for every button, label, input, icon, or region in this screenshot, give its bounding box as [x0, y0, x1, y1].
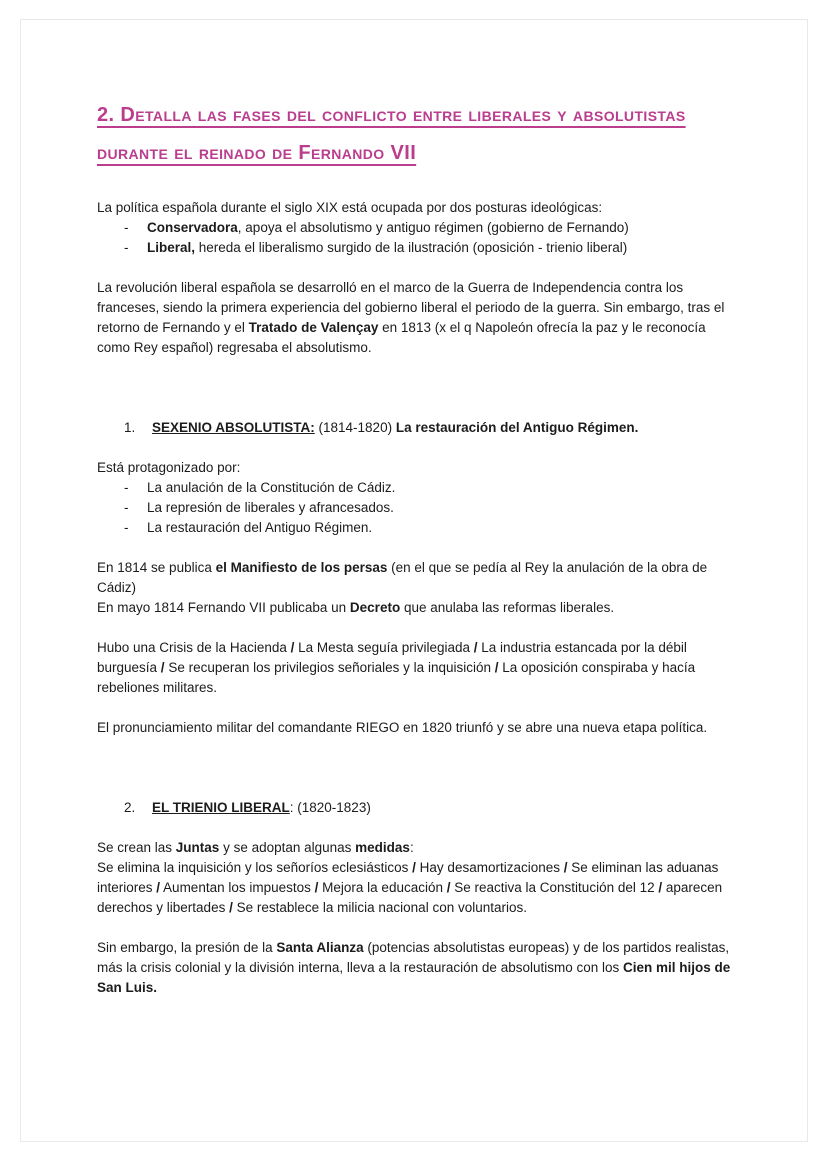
heading-number: 1.: [124, 420, 136, 435]
paragraph: [97, 558, 731, 598]
bullet-dash: -: [124, 520, 129, 535]
text-run: /: [290, 640, 295, 655]
text-run: y se adoptan algunas: [219, 840, 356, 855]
text-run: el Manifiesto de los persas: [215, 560, 388, 575]
list-item-text: [147, 518, 731, 538]
text-run: Liberal,: [147, 240, 196, 255]
text-run: Se crean las: [97, 840, 176, 855]
text-run: que anulaba las reformas liberales.: [400, 600, 615, 615]
paragraph-group-manifiesto: [97, 558, 731, 618]
paragraph-crisis: [97, 638, 731, 698]
text-run: Conservadora: [147, 220, 238, 235]
text-run: Cien mil hijos de San Luis.: [97, 960, 731, 995]
numbered-heading-sexenio: [97, 418, 731, 438]
text-run: La restauración del Antiguo Régimen.: [395, 420, 639, 435]
paragraph-santa-alianza: [97, 938, 731, 998]
text-run: Sin embargo, la presión de la: [97, 940, 277, 955]
bullet-dash: -: [124, 500, 129, 515]
text-run: /: [494, 660, 499, 675]
paragraph: [97, 838, 731, 858]
list-item: [97, 238, 731, 258]
document-body: [97, 198, 731, 1018]
text-run: La anulación de la Constitución de Cádiz.: [147, 480, 396, 495]
text-run: Se reactiva la Constitución del 12: [450, 880, 659, 895]
text-run: /: [446, 880, 451, 895]
text-run: (en el que se pedía al Rey la anulación de la obra de Cádiz): [97, 560, 708, 595]
text-run: Hay desamortizaciones: [415, 860, 564, 875]
text-run: Decreto: [349, 600, 401, 615]
paragraph-group-ideologias: [97, 198, 731, 258]
list-item: [97, 478, 731, 498]
text-run: Está protagonizado por:: [97, 460, 241, 475]
paragraph: [97, 718, 731, 738]
text-run: medidas: [355, 840, 410, 855]
bullet-dash: -: [124, 220, 129, 235]
list-item-text: [147, 238, 731, 258]
list-item: [97, 498, 731, 518]
text-run: en 1813 (x el q Napoleón ofrecía la paz y le reconocía como Rey español) regresaba el absolutismo.: [97, 320, 706, 355]
paragraph: [97, 198, 731, 218]
list-item-text: [147, 478, 731, 498]
text-run: En mayo 1814 Fernando VII publicaba un: [97, 600, 350, 615]
text-run: Se restablece la milicia nacional con voluntarios.: [232, 900, 527, 915]
text-run: /: [658, 880, 663, 895]
text-run: , apoya el absolutismo y antiguo régimen (gobierno de Fernando): [237, 220, 629, 235]
paragraph: [97, 598, 731, 618]
bullet-dash: -: [124, 480, 129, 495]
page-sheet: [20, 19, 808, 1142]
list-item: [97, 218, 731, 238]
text-run: :: [409, 840, 414, 855]
heading-text: [152, 798, 731, 818]
text-run: Se eliminan las aduanas interiores: [97, 860, 719, 895]
text-run: La industria estancada por la débil burguesía: [97, 640, 687, 675]
text-run: La represión de liberales y afrancesados.: [147, 500, 394, 515]
text-run: La restauración del Antiguo Régimen.: [147, 520, 373, 535]
paragraph: [97, 278, 731, 358]
text-run: Aumentan los impuestos: [160, 880, 315, 895]
text-run: El pronunciamiento militar del comandante RIEGO en 1820 triunfó y se abre una nueva etapa política.: [97, 720, 708, 735]
text-run: Hubo una Crisis de la Hacienda: [97, 640, 291, 655]
text-run: aparecen derechos y libertades: [97, 880, 723, 915]
document-title: 2. Detalla las fases del conflicto entre liberales y absolutistas durante el reinado de Fernando VII: [97, 104, 686, 164]
paragraph-group-protagonizado: [97, 458, 731, 538]
text-run: /: [563, 860, 568, 875]
paragraph-group-juntas: [97, 838, 731, 918]
text-run: /: [412, 860, 416, 875]
text-run: SEXENIO ABSOLUTISTA:: [152, 420, 315, 435]
text-run: La Mesta seguía privilegiada: [294, 640, 474, 655]
paragraph-riego: [97, 718, 731, 738]
text-run: La política española durante el siglo XIX está ocupada por dos posturas ideológicas:: [97, 200, 603, 215]
text-run: En 1814 se publica: [97, 560, 216, 575]
bullet-dash: -: [124, 240, 129, 255]
text-run: La revolución liberal española se desarrolló en el marco de la Guerra de Independencia contra los franceses, siendo la primera experiencia del gobierno liberal el periodo de la guerra. Sin embargo, tras el retorno de Fernando y el: [97, 280, 725, 335]
text-run: hereda el liberalismo surgido de la ilustración (oposición - trienio liberal): [195, 240, 628, 255]
text-run: Mejora la educación: [318, 880, 447, 895]
text-run: EL TRIENIO LIBERAL: [152, 800, 290, 815]
text-run: Santa Alianza: [276, 940, 364, 955]
list-item-text: [147, 498, 731, 518]
text-run: (potencias absolutistas europeas) y de los partidos realistas, más la crisis colonial y la división interna, lleva a la restauración de absolutismo con los: [97, 940, 730, 975]
text-run: /: [156, 880, 161, 895]
paragraph: [97, 638, 731, 698]
paragraph: [97, 858, 731, 918]
text-run: La oposición conspiraba y hacía rebeliones militares.: [97, 660, 696, 695]
text-run: /: [229, 900, 233, 915]
numbered-heading-trienio: [97, 798, 731, 818]
paragraph: [97, 938, 731, 998]
paragraph: [97, 458, 731, 478]
heading-number: 2.: [124, 800, 136, 815]
text-run: /: [160, 660, 165, 675]
text-run: (1814-1820): [314, 420, 396, 435]
text-run: Se elimina la inquisición y los señoríos eclesiásticos: [97, 860, 413, 875]
text-run: Tratado de Valençay: [248, 320, 379, 335]
paragraph-revolucion: [97, 278, 731, 358]
heading-text: [152, 418, 731, 438]
text-run: /: [314, 880, 319, 895]
list-item: [97, 518, 731, 538]
text-run: /: [473, 640, 478, 655]
list-item-text: [147, 218, 731, 238]
text-run: Juntas: [175, 840, 220, 855]
document-content: [21, 20, 807, 1018]
text-run: : (1820-1823): [289, 800, 371, 815]
text-run: Se recuperan los privilegios señoriales y la inquisición: [164, 660, 495, 675]
